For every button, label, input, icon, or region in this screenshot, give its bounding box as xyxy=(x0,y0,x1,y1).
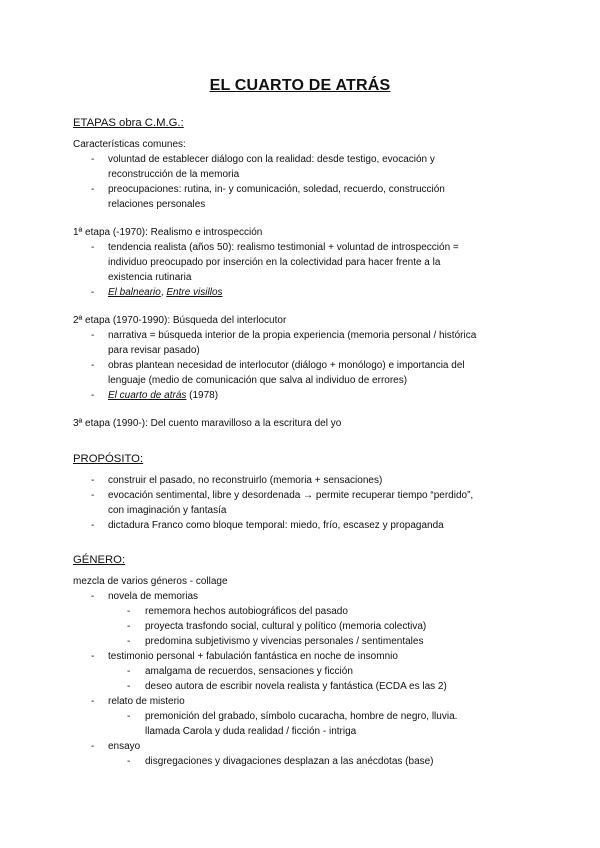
bullet-dash: - xyxy=(91,154,95,165)
stage-1-works xyxy=(108,285,223,300)
sub-bullet-dash: - xyxy=(127,666,131,677)
stage-3-label: 3ª etapa (1990-): Del cuento maravilloso a la escritura del yo xyxy=(73,418,342,429)
work-title-el-cuarto-de-atras: El cuarto de atrás xyxy=(108,390,187,401)
work-title-el-balneario: El balneario xyxy=(108,287,161,298)
bullet-dash: - xyxy=(91,741,95,752)
bullet-dash: - xyxy=(91,651,95,662)
sub-bullet-dash: - xyxy=(127,756,131,767)
sub-bullet-dash: - xyxy=(127,711,131,722)
sub-bullet-dash: - xyxy=(127,606,131,617)
bullet-dash: - xyxy=(91,287,95,298)
stage-1-label: 1ª etapa (-1970): Realismo e introspección xyxy=(73,227,263,238)
list-item-continuation: lenguaje (medio de comunicación que salva al individuo de errores) xyxy=(108,375,408,386)
bullet-dash: - xyxy=(91,184,95,195)
list-item-continuation: reconstrucción de la memoria xyxy=(108,169,240,180)
sub-bullet-dash: - xyxy=(127,681,131,692)
bullet-dash: - xyxy=(91,490,95,501)
bullet-dash: - xyxy=(91,520,95,531)
section-heading-proposito: PROPÓSITO: xyxy=(73,453,144,465)
list-item: tendencia realista (años 50): realismo testimonial + voluntad de introspección = xyxy=(108,242,459,253)
sub-list-item-continuation: llamada Carola y duda realidad / ficción - intriga xyxy=(145,726,357,737)
document-title: EL CUARTO DE ATRÁS xyxy=(209,77,391,94)
bullet-dash: - xyxy=(91,242,95,253)
bullet-dash: - xyxy=(91,696,95,707)
bullet-dash: - xyxy=(91,475,95,486)
stage-2-label: 2ª etapa (1970-1990): Búsqueda del interlocutor xyxy=(73,315,287,326)
sub-list-item: rememora hechos autobiográficos del pasado xyxy=(145,606,348,617)
sub-bullet-dash: - xyxy=(127,621,131,632)
sub-list-item: proyecta trasfondo social, cultural y político (memoria colectiva) xyxy=(145,621,427,632)
list-item: obras plantean necesidad de interlocutor (diálogo + monólogo) e importancia del xyxy=(108,360,465,371)
stage-2-work xyxy=(108,388,218,403)
sub-bullet-dash: - xyxy=(127,636,131,647)
work-year: (1978) xyxy=(186,390,219,401)
sub-list-item: predomina subjetivismo y vivencias personales / sentimentales xyxy=(145,636,424,647)
works-separator: , xyxy=(160,287,167,298)
sub-list-item: disgregaciones y divagaciones desplazan a las anécdotas (base) xyxy=(145,756,434,767)
list-item: construir el pasado, no reconstruirlo (memoria + sensaciones) xyxy=(108,475,383,486)
list-item-continuation: para revisar pasado) xyxy=(108,345,200,356)
list-item: evocación sentimental, libre y desordenada → permite recuperar tiempo “perdido”, xyxy=(108,490,474,501)
genre-relato-de-misterio: relato de misterio xyxy=(108,696,185,707)
sub-list-item: deseo autora de escribir novela realista y fantástica (ECDA es las 2) xyxy=(145,681,447,692)
bullet-dash: - xyxy=(91,330,95,341)
section-heading-genero: GÉNERO: xyxy=(73,554,126,566)
list-item-continuation: relaciones personales xyxy=(108,199,206,210)
genre-intro: mezcla de varios géneros - collage xyxy=(73,576,228,587)
sub-list-item: amalgama de recuerdos, sensaciones y ficción xyxy=(145,666,353,677)
list-item: preocupaciones: rutina, in- y comunicación, soledad, recuerdo, construcción xyxy=(108,184,445,195)
list-item-continuation: individuo preocupado por inserción en la colectividad para hacer frente a la xyxy=(108,257,441,268)
list-item: voluntad de establecer diálogo con la realidad: desde testigo, evocación y xyxy=(108,154,435,165)
common-characteristics-label: Características comunes: xyxy=(73,139,186,150)
bullet-dash: - xyxy=(91,591,95,602)
list-item-continuation: con imaginación y fantasía xyxy=(108,505,227,516)
bullet-dash: - xyxy=(91,360,95,371)
list-item-continuation: existencia rutinaria xyxy=(108,272,192,283)
list-item: narrativa = búsqueda interior de la propia experiencia (memoria personal / histórica xyxy=(108,330,477,341)
bullet-dash: - xyxy=(91,390,95,401)
work-title-entre-visillos: Entre visillos xyxy=(166,287,223,298)
sub-list-item: premonición del grabado, símbolo cucaracha, hombre de negro, lluvia. xyxy=(145,711,458,722)
genre-testimonio: testimonio personal + fabulación fantástica en noche de insomnio xyxy=(108,651,398,662)
section-heading-etapas: ETAPAS obra C.M.G.: xyxy=(73,117,184,129)
list-item: dictadura Franco como bloque temporal: miedo, frío, escasez y propaganda xyxy=(108,520,444,531)
genre-novela-de-memorias: novela de memorias xyxy=(108,591,199,602)
genre-ensayo: ensayo xyxy=(108,741,141,752)
